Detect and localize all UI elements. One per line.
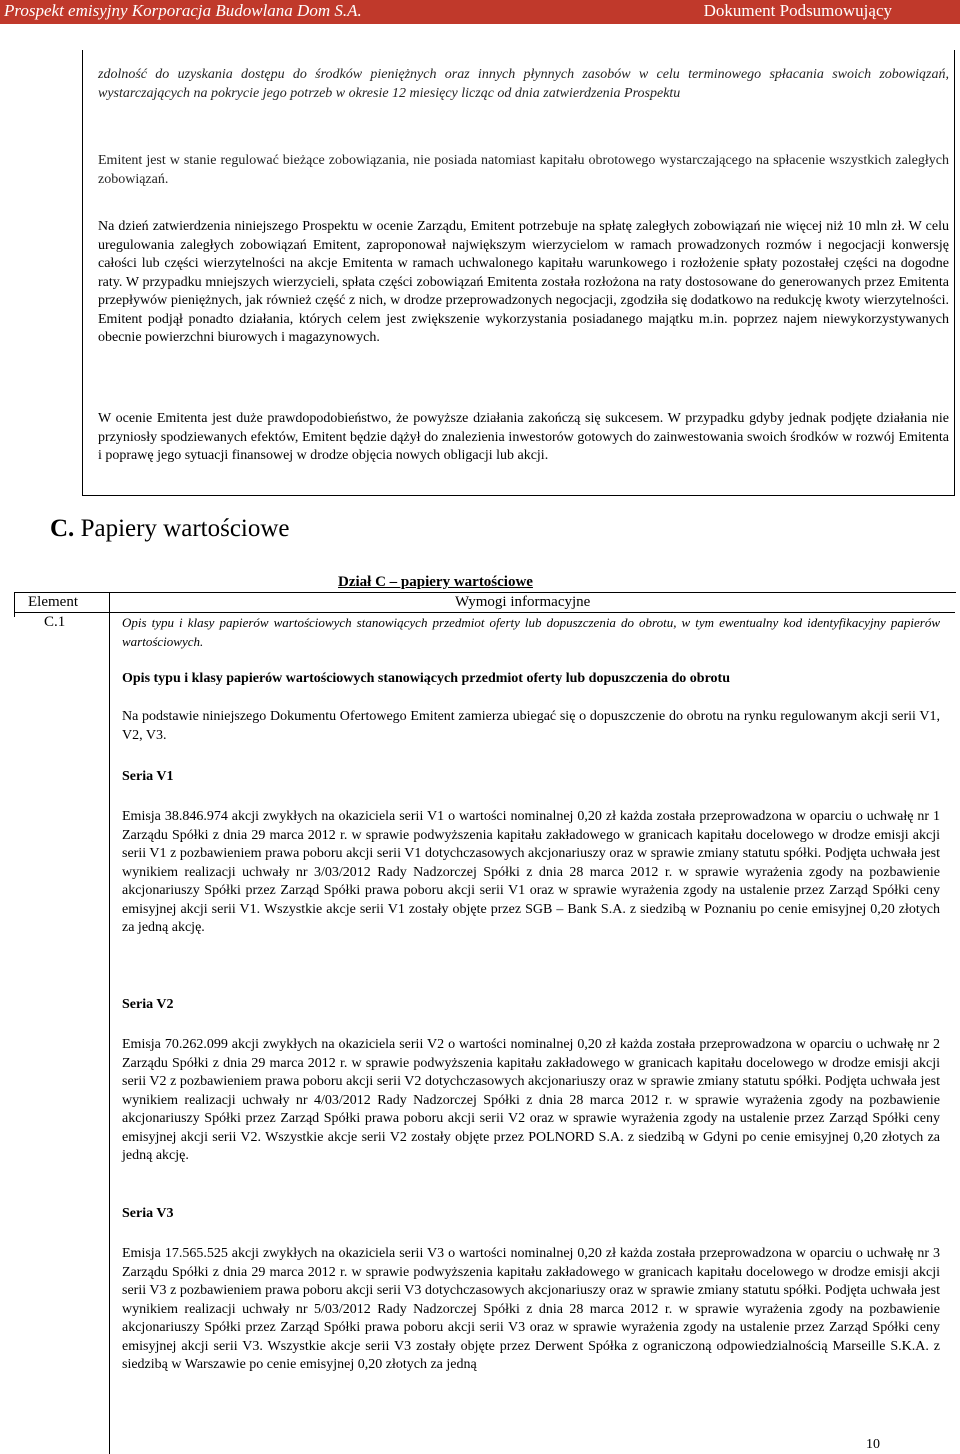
header-document-title: Prospekt emisyjny Korporacja Budowlana Dom S.A. [4, 1, 362, 20]
series-v1-text: Emisja 38.846.974 akcji zwykłych na okaziciela serii V1 o wartości nominalnej 0,20 zł każda została przeprowadzona w oparciu o uchwałę nr 1 Zarządu Spółki z dnia 29 marca 2012 r. w sprawie podwyższenia kapitału zakładowego w granicach kapitału docelowego w drodze emisji akcji serii V1 z pozbawieniem prawa poboru akcji serii V1 dotychczasowych akcjonariuszy oraz w sprawie zmiany statutu spółki. Podjęta uchwała jest wynikiem realizacji uchwały nr 3/03/2012 Rady Nadzorczej Spółki z dnia 28 marca 2012 r. w sprawie wyrażenia zgody na pozbawienie akcjonariuszy Spółki przez Zarząd Spółki prawa poboru akcji serii V1 oraz w sprawie wyrażenia zgody na ustalenie przez Zarząd Spółki ceny emisyjnej akcji serii V1. Wszystkie akcje serii V1 zostały objęte przez SGB – Bank S.A. z siedzibą w Poznaniu po cenie emisyjnej 0,20 złotych za jedną akcję. [122, 809, 940, 935]
arrears-plan-paragraph: Na dzień zatwierdzenia niniejszego Prospektu w ocenie Zarządu, Emitent potrzebuje na spłatę zaległych zobowiązań nie więcej niż 10 mln zł. W celu uregulowania zaległych zobowiązań Emitent, zaproponował największym wierzycielom w ramach prowadzonych rozmów i negocjacji konwersję całości lub części wierzytelności na akcje Emitenta w ramach uchwalonego kapitału warunkowego i rozłożenie spłaty pozostałej części na dogodne raty. W przypadku mniejszych wierzycieli, spłata części zobowiązań Emitenta została rozłożona na raty dostosowane do generowanych przez Emitenta przepływów pieniężnych, jak również część z nich, w drodze przeprowadzonych negocjacji, zgodziła się dodatkowo na redukcję kwoty wierzytelności. Emitent podjął ponadto działania, których celem jest zwiększenie wykorzystania posiadanego majątku m.in. poprzez najem niewykorzystywanych obecnie powierzchni biurowych i magazynowych. [98, 219, 949, 345]
table-heading: Dział C – papiery wartościowe [338, 574, 533, 590]
series-v3-title: Seria V3 [122, 1206, 174, 1221]
column-header-element: Element [28, 594, 78, 610]
requirement-bold-heading: Opis typu i klasy papierów wartościowych stanowiących przedmiot oferty lub dopuszczenia do obrotu [122, 671, 730, 686]
current-liabilities-paragraph: Emitent jest w stanie regulować bieżące zobowiązania, nie posiada natomiast kapitału obrotowego wystarczającego na spłacenie wszystkich zaległych zobowiązań. [98, 153, 949, 187]
admission-intro: Na podstawie niniejszego Dokumentu Ofertowego Emitent zamierza ubiegać się o dopuszczenie do obrotu na rynku regulowanym akcji serii V1, V2, V3. [122, 709, 940, 743]
column-header-requirements: Wymogi informacyjne [455, 594, 591, 610]
series-v3-text: Emisja 17.565.525 akcji zwykłych na okaziciela serii V3 o wartości nominalnej 0,20 zł każda została przeprowadzona w oparciu o uchwałę nr 3 Zarządu Spółki z dnia 29 marca 2012 r. w sprawie podwyższenia kapitału zakładowego w granicach kapitału docelowego w drodze emisji akcji serii V3 z pozbawieniem prawa poboru akcji serii V3 dotychczasowych akcjonariuszy oraz w sprawie zmiany statutu spółki. Podjęta uchwała jest wynikiem realizacji uchwały nr 5/03/2012 Rady Nadzorczej Spółki z dnia 28 marca 2012 r. w sprawie wyrażenia zgody na pozbawienie akcjonariuszy Spółki przez Zarząd Spółki prawa poboru akcji serii V3 oraz w sprawie wyrażenia zgody na ustalenie przez Zarząd Spółki ceny emisyjnej akcji serii V3. Wszystkie akcje serii V3 zostały objęte przez Derwent Spółka z ograniczoną odpowiedzialnością Marseille S.K.A. z siedzibą w Warszawie po cenie emisyjnej 0,20 złotych za jedną [122, 1246, 940, 1372]
page-number: 10 [866, 1437, 880, 1452]
liquidity-box [82, 50, 955, 496]
section-heading [50, 515, 290, 543]
working-capital-statement: zdolność do uzyskania dostępu do środków pieniężnych oraz innych płynnych zasobów w celu terminowego spłacania swoich zobowiązań, wystarczających na pokrycie jego potrzeb w okresie 12 miesięcy licząc od dnia zatwierdzenia Prospektu [98, 67, 949, 101]
header-row-divider [14, 612, 955, 613]
row-element-id: C.1 [44, 614, 66, 630]
section-title-text: Papiery wartościowe [80, 515, 290, 542]
outlook-paragraph: W ocenie Emitenta jest duże prawdopodobieństwo, że powyższe działania zakończą się sukcesem. W przypadku gdyby jednak podjęte działania nie przyniosły spodziewanych efektów, Emitent będzie dążył do znalezienia inwestorów gotowych do zainwestowania swoich środków w rozwój Emitenta i poprawę jego sytuacji finansowej w drodze objęcia nowych obligacji lub akcji. [98, 411, 949, 463]
header-section-title: Dokument Podsumowujący [703, 1, 892, 20]
series-v1-title: Seria V1 [122, 769, 174, 784]
section-letter: C. [50, 515, 75, 542]
series-v2-text: Emisja 70.262.099 akcji zwykłych na okaziciela serii V2 o wartości nominalnej 0,20 zł każda została przeprowadzona w oparciu o uchwałę nr 2 Zarządu Spółki z dnia 29 marca 2012 r. w sprawie podwyższenia kapitału zakładowego w granicach kapitału docelowego w drodze emisji akcji serii V2 z pozbawieniem prawa poboru akcji serii V2 dotychczasowych akcjonariuszy oraz w sprawie zmiany statutu spółki. Podjęta uchwała jest wynikiem realizacji uchwały nr 4/03/2012 Rady Nadzorczej Spółki z dnia 28 marca 2012 r. w sprawie wyrażenia zgody na pozbawienie akcjonariuszy Spółki przez Zarząd Spółki prawa poboru akcji serii V2 oraz w sprawie wyrażenia zgody na ustalenie przez Zarząd Spółki ceny emisyjnej akcji serii V2. Wszystkie akcje serii V2 zostały objęte przez POLNORD S.A. z siedzibą w Gdyni po cenie emisyjnej 0,20 złotych za jedną akcję. [122, 1037, 940, 1163]
series-v2-title: Seria V2 [122, 997, 174, 1012]
requirement-description: Opis typu i klasy papierów wartościowych stanowiących przedmiot oferty lub dopuszczenia do obrotu, w tym ewentualny kod identyfikacyjny papierów wartościowych. [122, 615, 940, 649]
page-header [0, 0, 960, 24]
securities-table [14, 572, 955, 1453]
